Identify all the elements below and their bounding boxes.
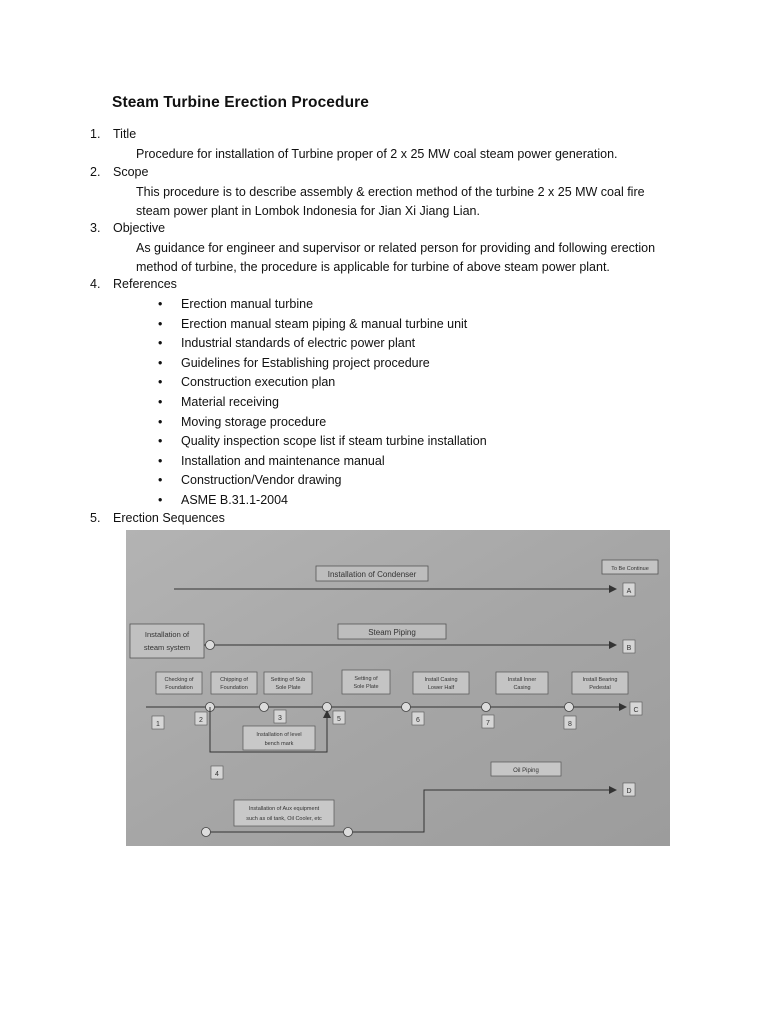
node-number: 5	[337, 716, 341, 723]
list-item	[158, 354, 487, 374]
step-label: Foundation	[165, 685, 193, 691]
node-circle	[402, 703, 411, 712]
section-4-heading	[90, 277, 177, 291]
body-line: This procedure is to describe assembly & erection method of the turbine 2 x 25 MW coal fire	[136, 185, 645, 199]
reference-text: Material receiving	[181, 394, 279, 409]
oil-piping-label: Oil Piping	[513, 768, 539, 774]
reference-text: Moving storage procedure	[181, 414, 327, 429]
step-label: Setting of	[354, 676, 378, 682]
reference-text: Erection manual turbine	[181, 297, 314, 311]
end-letter-a: A	[626, 588, 632, 595]
list-item	[158, 471, 487, 491]
section-number: 3.	[90, 221, 101, 235]
section-heading: Scope	[113, 165, 149, 179]
body-line: steam power plant in Lombok Indonesia for Jian Xi Jiang Lian.	[136, 204, 480, 218]
list-item	[158, 393, 487, 413]
step-label: Casing	[513, 685, 531, 691]
bullet-icon: •	[158, 492, 163, 507]
reference-text: Construction/Vendor drawing	[181, 473, 342, 488]
body-line: As guidance for engineer and supervisor or related person for providing and following erection	[136, 241, 656, 255]
step-label: Sole Plate	[353, 684, 379, 690]
diagram-canvas	[126, 530, 670, 846]
node-number: 1	[156, 721, 160, 728]
node-number: 6	[416, 717, 420, 724]
reference-text: Construction execution plan	[181, 375, 336, 390]
step-label: Chipping of	[220, 677, 248, 683]
reference-text: Guidelines for Establishing project procedure	[181, 355, 430, 370]
step-label: Lower Half	[427, 685, 455, 691]
section-3-heading	[90, 221, 165, 235]
section-2-heading	[90, 165, 148, 179]
step-label: Install Bearing	[582, 677, 618, 683]
step-label: Install Casing	[424, 677, 458, 683]
section-number: 1.	[90, 127, 101, 141]
body-line: Procedure for installation of Turbine proper of 2 x 25 MW coal steam power generation.	[136, 147, 618, 161]
to-be-continue-label: To Be Continue	[611, 566, 649, 572]
section-1-heading	[90, 127, 136, 141]
node-circle	[344, 828, 353, 837]
node-number: 3	[278, 715, 282, 722]
list-item	[158, 334, 487, 354]
bullet-icon: •	[158, 414, 163, 429]
steam-system-label-line-1: Installation of	[144, 630, 190, 639]
list-item	[158, 491, 487, 511]
step-label: Pedestal	[589, 685, 611, 691]
bullet-icon: •	[158, 434, 163, 449]
node-circle	[565, 703, 574, 712]
step-box-sole-plate	[342, 670, 390, 694]
bullet-icon: •	[158, 394, 163, 409]
bench-mark-label-line-2: bench mark	[264, 741, 294, 747]
section-3-body	[136, 239, 676, 277]
step-label: Install Inner	[507, 677, 537, 683]
step-label: Setting of Sub	[270, 677, 306, 683]
references-list	[158, 295, 487, 511]
section-number: 5.	[90, 511, 101, 525]
aux-equipment-label-line-2: such as oil tank, Oil Cooler, etc	[246, 816, 322, 822]
node-circle	[323, 703, 332, 712]
aux-equipment-box	[234, 800, 334, 826]
document-title: Steam Turbine Erection Procedure	[112, 94, 370, 111]
section-2-body	[136, 183, 676, 221]
section-heading: Erection Sequences	[113, 511, 225, 525]
bullet-icon: •	[158, 453, 163, 468]
step-label: Sole Plate	[275, 685, 301, 691]
erection-sequence-diagram	[126, 530, 670, 846]
list-item	[158, 373, 487, 393]
list-item	[158, 295, 487, 315]
node-number: 7	[486, 720, 490, 727]
list-item	[158, 452, 487, 472]
end-letter-c: C	[633, 707, 639, 714]
bench-mark-label-line-1: Installation of level	[256, 732, 302, 738]
end-letter-d: D	[626, 788, 632, 795]
section-1-body	[136, 145, 676, 164]
bullet-icon: •	[158, 355, 163, 370]
section-heading: Title	[113, 127, 137, 141]
reference-text: Erection manual steam piping & manual turbine unit	[181, 316, 468, 331]
bullet-icon: •	[158, 297, 163, 311]
reference-text: Industrial standards of electric power plant	[181, 336, 416, 351]
node-number: 4	[215, 771, 219, 778]
body-line: method of turbine, the procedure is applicable for turbine of above steam power plant.	[136, 260, 610, 274]
node-circle	[260, 703, 269, 712]
bullet-icon: •	[158, 316, 163, 331]
bullet-icon: •	[158, 375, 163, 390]
step-label: Checking of	[164, 677, 194, 683]
section-number: 4.	[90, 277, 101, 291]
node-number: 8	[568, 721, 572, 728]
section-heading: References	[113, 277, 177, 291]
node-circle	[482, 703, 491, 712]
section-number: 2.	[90, 165, 101, 179]
reference-text: Installation and maintenance manual	[181, 453, 385, 468]
reference-text: Quality inspection scope list if steam turbine installation	[181, 434, 487, 449]
reference-text: ASME B.31.1-2004	[181, 492, 289, 507]
end-letter-b: B	[626, 645, 632, 652]
bullet-icon: •	[158, 336, 163, 351]
steam-piping-label: Steam Piping	[368, 628, 416, 637]
list-item	[158, 432, 487, 452]
steam-system-label-line-2: steam system	[143, 643, 191, 652]
list-item	[158, 413, 487, 433]
step-label: Foundation	[220, 685, 248, 691]
condenser-label: Installation of Condenser	[327, 570, 417, 579]
node-circle	[206, 641, 215, 650]
bullet-icon: •	[158, 473, 163, 488]
list-item	[158, 315, 487, 335]
node-circle	[202, 828, 211, 837]
node-number: 2	[199, 717, 203, 724]
section-heading: Objective	[113, 221, 166, 235]
aux-equipment-label-line-1: Installation of Aux equipment	[248, 806, 320, 812]
section-5-heading	[90, 511, 225, 525]
